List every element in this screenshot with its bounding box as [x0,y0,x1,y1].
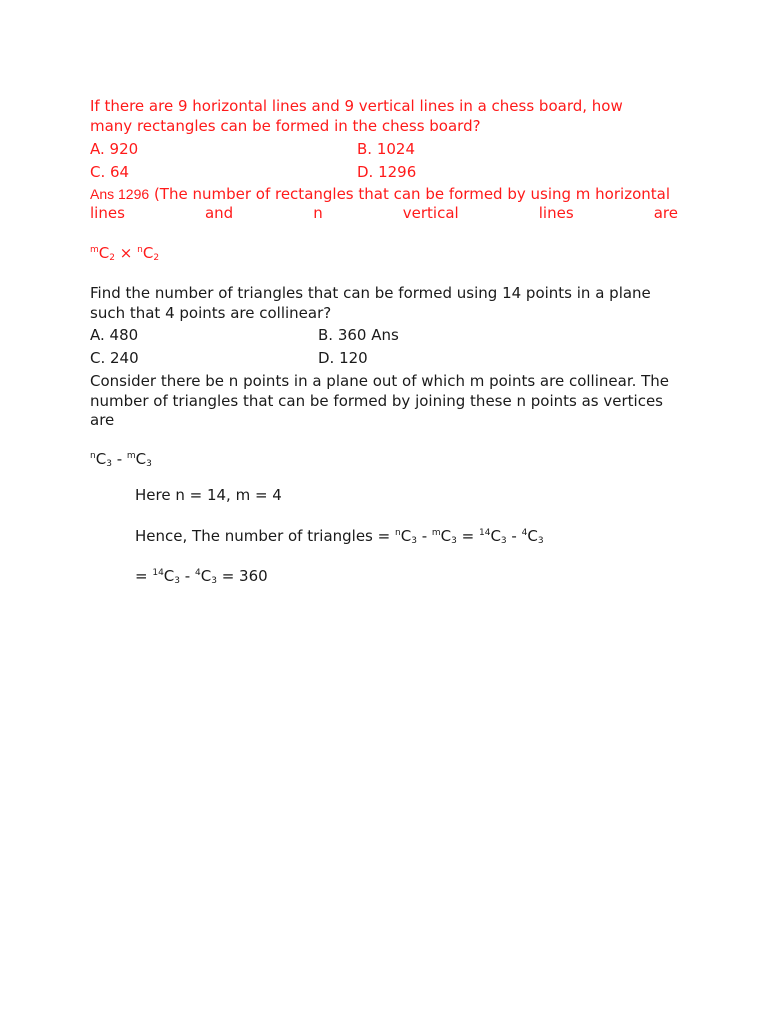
formula-sup: m [126,451,136,461]
q2-formula [90,449,152,469]
q2-step-result [135,566,268,586]
formula-sup: m [431,528,441,538]
q2-step-values: Here n = 14, m = 4 [135,486,282,504]
q2-question-line1: Find the number of triangles that can be formed using 14 points in a plane [90,284,651,302]
q2-step-hence [135,526,544,546]
formula-c: C [490,527,501,545]
formula-sup: 4 [521,528,528,538]
formula-sub: 3 [537,536,544,546]
formula-c: C [95,450,107,468]
formula-sub: 3 [500,536,507,546]
q1-answer-word: n [313,204,323,222]
q1-answer-word: are [653,204,678,222]
formula-sup: 14 [478,528,491,538]
formula-sup: 4 [194,568,201,578]
formula-op: = [135,567,153,585]
q2-explanation-line1: Consider there be n points in a plane out of which m points are collinear. The [90,372,670,390]
formula-sup: m [90,245,99,255]
formula-op: × [115,244,138,262]
q1-answer-line1 [90,184,670,204]
formula-sub: 2 [153,253,160,263]
formula-c: C [200,567,212,585]
formula-c: C [163,567,175,585]
q1-answer-label: Ans 1296 [90,186,150,202]
q1-answer-word: vertical [402,204,459,222]
formula-op: - [180,567,195,585]
formula-sup: n [394,528,401,538]
formula-sub: 3 [211,576,217,586]
formula-sub: 3 [174,576,181,586]
formula-op: - [111,450,127,468]
q1-option-b: B. 1024 [357,140,416,158]
formula-c: C [142,244,154,262]
formula-sub: 3 [106,459,112,469]
formula-c: C [400,527,412,545]
q1-answer-text: (The number of rectangles that can be formed by using m horizontal [149,185,670,203]
q1-option-c: C. 64 [90,163,130,181]
q1-answer-word: and [204,204,234,222]
step-text: Hence, The number of triangles = [135,527,395,545]
q2-option-d: D. 120 [318,349,368,367]
formula-op: - [416,527,432,545]
q2-option-c: C. 240 [90,349,139,367]
formula-sup: 14 [152,568,164,578]
q2-explanation-line2: number of triangles that can be formed by joining these n points as vertices [90,392,663,410]
formula-sub: 3 [411,536,417,546]
q2-option-b: B. 360 Ans [318,326,399,344]
formula-op: - [506,527,522,545]
q1-answer-word: lines [538,204,574,222]
q2-question-line2: such that 4 points are collinear? [90,304,332,322]
formula-sup: n [90,451,96,461]
q1-option-d: D. 1296 [357,163,417,181]
formula-c: C [440,527,452,545]
formula-sub: 3 [146,459,152,469]
formula-c: C [98,244,110,262]
q1-question-line1: If there are 9 horizontal lines and 9 vertical lines in a chess board, how [90,97,623,115]
formula-c: C [135,450,147,468]
q2-option-a: A. 480 [90,326,139,344]
q1-answer-line2 [90,203,678,223]
formula-result: = 360 [216,567,268,585]
formula-c: C [527,527,538,545]
q2-explanation-line3: are [90,411,115,429]
q1-answer-word: lines [90,204,125,222]
formula-sub: 3 [451,536,457,546]
formula-sup: n [137,245,143,255]
formula-sub: 2 [109,253,115,263]
q1-question-line2: many rectangles can be formed in the chess board? [90,117,481,135]
formula-op: = [456,527,479,545]
q1-option-a: A. 920 [90,140,139,158]
q1-formula [90,243,159,263]
